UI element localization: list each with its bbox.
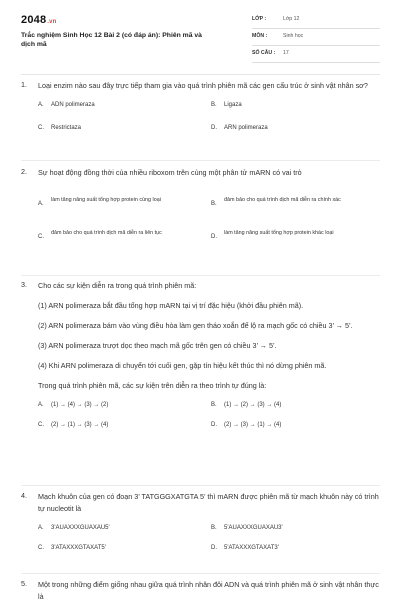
- question-2: [21, 167, 380, 249]
- option-a[interactable]: [38, 196, 198, 205]
- statement-4: (4) Khi ARN polimeraza di chuyển tới cuối gen, gặp tín hiệu kết thúc thì nó dừng phiên mã.: [38, 361, 327, 370]
- meta-key: MÔN :: [252, 33, 268, 39]
- meta-panel: [252, 14, 380, 65]
- statement-1: (1) ARN polimeraza bắt đầu tổng hợp mARN tại vị trí đặc hiệu (khởi đầu phiên mã).: [38, 301, 304, 310]
- question-text: Loại enzim nào sau đây trực tiếp tham gia vào quá trình phiên mã các gen cấu trúc ở sinh vật nhân sơ?: [38, 81, 368, 90]
- option-text: (2) → (1) → (3) → (4): [51, 422, 109, 428]
- question-3: [21, 280, 380, 438]
- meta-value: Sinh học: [283, 33, 304, 39]
- option-text: 3'AUAXXXGUAXAU5': [51, 525, 110, 531]
- question-text: Sự hoạt động đồng thời của nhiều riboxom trên cùng một phân tử mARN có vai trò: [38, 168, 302, 177]
- question-5: [21, 579, 380, 600]
- meta-value: 17: [283, 50, 289, 56]
- option-text: Ligaza: [224, 102, 242, 108]
- question-1: [21, 80, 380, 138]
- meta-value: Lớp 12: [283, 16, 300, 22]
- option-letter: B.: [211, 201, 217, 207]
- question-number: 3.: [21, 280, 27, 289]
- option-text: đảm bảo cho quá trình dịch mã diễn ra liên tục: [51, 230, 162, 236]
- option-c[interactable]: [38, 125, 208, 131]
- option-text: ARN polimeraza: [224, 125, 268, 131]
- option-b[interactable]: [211, 525, 381, 531]
- option-letter: A.: [38, 402, 44, 408]
- question-4: [21, 491, 380, 561]
- question-text: Cho các sự kiện diễn ra trong quá trình phiên mã:: [38, 281, 197, 290]
- question-text: Mạch khuôn của gen có đoạn 3’ TATGGGXATGTA 5’ thì mARN được phiên mã từ mạch khuôn này có trình tự nucleotit là: [38, 492, 379, 513]
- logo-number: 2048: [21, 14, 47, 26]
- option-a[interactable]: [38, 402, 208, 408]
- site-logo[interactable]: [21, 14, 57, 26]
- option-text: (1) → (2) → (3) → (4): [224, 402, 282, 408]
- option-text: ADN polimeraza: [51, 102, 95, 108]
- option-d[interactable]: [211, 229, 371, 238]
- question-number: 4.: [21, 491, 27, 500]
- option-c[interactable]: [38, 229, 198, 238]
- statement-2: (2) ARN polimeraza bám vào vùng điều hòa làm gen tháo xoắn để lộ ra mạch gốc có chiều 3’ → 5’.: [38, 321, 353, 330]
- option-letter: A.: [38, 102, 44, 108]
- question-divider: [21, 275, 380, 276]
- options-grid: [38, 102, 380, 138]
- option-b[interactable]: [211, 102, 381, 108]
- option-letter: B.: [211, 102, 217, 108]
- option-b[interactable]: [211, 402, 381, 408]
- option-text: đảm bảo cho quá trình dịch mã diễn ra chính xác: [224, 197, 341, 203]
- option-letter: C.: [38, 545, 44, 551]
- options-grid: [38, 189, 380, 249]
- header-divider: [21, 74, 380, 75]
- meta-row-count: [252, 48, 380, 63]
- question-number: 2.: [21, 167, 27, 176]
- options-grid: [38, 402, 380, 438]
- option-a[interactable]: [38, 102, 208, 108]
- meta-row-class: [252, 14, 380, 29]
- option-letter: B.: [211, 402, 217, 408]
- option-letter: C.: [38, 234, 44, 240]
- question-prompt: Trong quá trình phiên mã, các sự kiện trên diễn ra theo trình tự đúng là:: [38, 381, 267, 390]
- option-text: làm tăng năng suất tổng hợp protein khác loại: [224, 230, 334, 236]
- option-d[interactable]: [211, 545, 381, 551]
- logo-tld: .vn: [47, 19, 57, 25]
- question-text: Một trong những điểm giống nhau giữa quá trình nhân đôi ADN và quá trình phiên mã ở sinh vật nhân thực là: [38, 580, 379, 600]
- option-text: (2) → (3) → (1) → (4): [224, 422, 282, 428]
- option-d[interactable]: [211, 125, 381, 131]
- question-divider: [21, 485, 380, 486]
- option-text: 3'ATAXXXGTAXAT5': [51, 545, 106, 551]
- question-divider: [21, 573, 380, 574]
- option-letter: C.: [38, 422, 44, 428]
- option-letter: A.: [38, 525, 44, 531]
- option-text: làm tăng năng suất tổng hợp protein cùng loại: [51, 197, 161, 203]
- option-letter: B.: [211, 525, 217, 531]
- options-grid: [38, 525, 380, 561]
- option-c[interactable]: [38, 545, 208, 551]
- option-a[interactable]: [38, 525, 208, 531]
- option-letter: D.: [211, 545, 217, 551]
- option-text: Restrictaza: [51, 125, 82, 131]
- option-d[interactable]: [211, 422, 381, 428]
- option-text: (1) → (4) → (3) → (2): [51, 402, 109, 408]
- question-divider: [21, 160, 380, 161]
- option-letter: D.: [211, 234, 217, 240]
- question-number: 5.: [21, 579, 27, 588]
- option-letter: D.: [211, 422, 217, 428]
- question-number: 1.: [21, 80, 27, 89]
- meta-key: LỚP :: [252, 16, 267, 22]
- document-title: Trắc nghiệm Sinh Học 12 Bài 2 (có đáp án): Phiên mã và dịch mã: [21, 32, 202, 48]
- option-letter: D.: [211, 125, 217, 131]
- option-text: 5'AUAXXXGUAXAU3': [224, 525, 283, 531]
- option-b[interactable]: [211, 196, 371, 205]
- option-c[interactable]: [38, 422, 208, 428]
- statement-3: (3) ARN polimeraza trượt dọc theo mạch mã gốc trên gen có chiều 3’ → 5’.: [38, 341, 277, 350]
- option-letter: C.: [38, 125, 44, 131]
- option-letter: A.: [38, 201, 44, 207]
- meta-key: SỐ CÂU :: [252, 50, 276, 56]
- meta-row-subject: [252, 31, 380, 46]
- option-text: 5'ATAXXXGTAXAT3': [224, 545, 279, 551]
